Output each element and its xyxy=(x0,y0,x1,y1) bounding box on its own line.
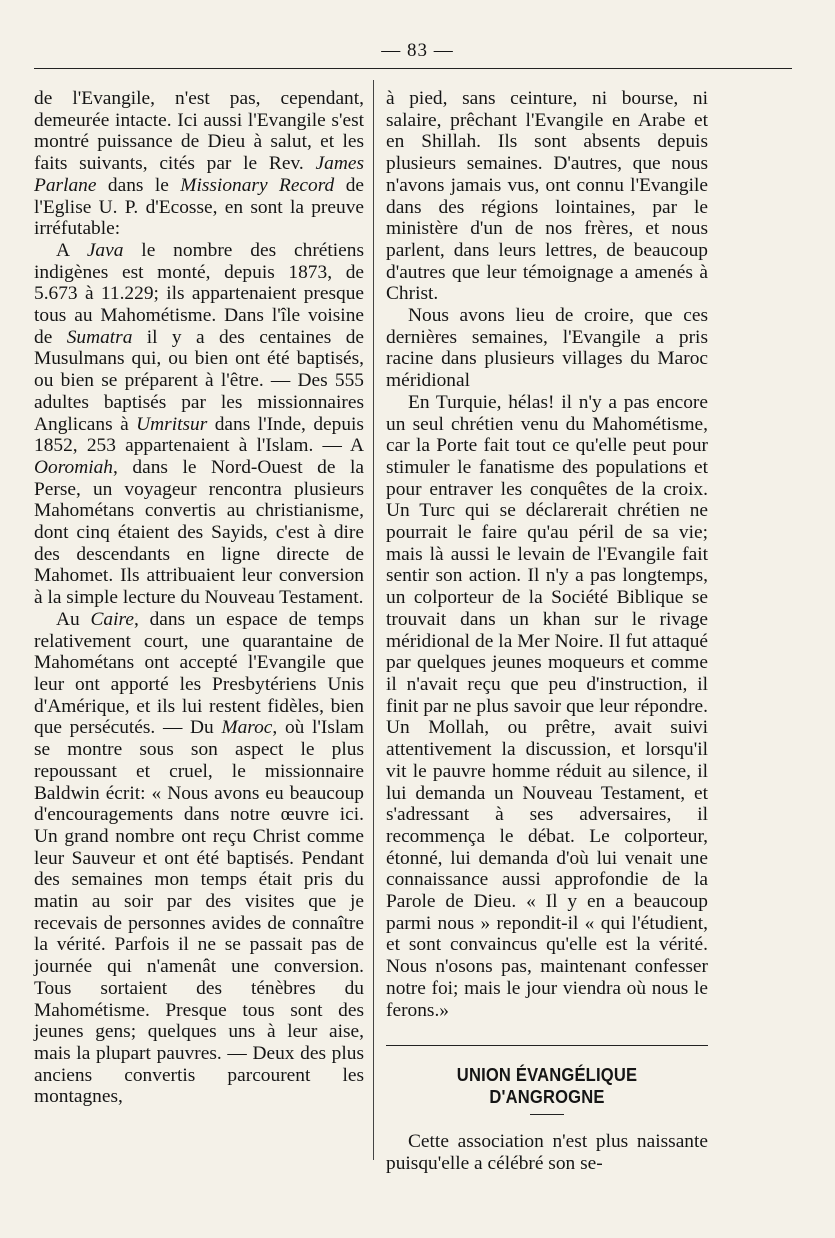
text-segment: Caire xyxy=(90,608,134,630)
text-segment: dans l'Inde, depuis 1852, 253 appartenaient à l'Islam. — A xyxy=(34,413,364,457)
section-rule xyxy=(386,1045,708,1046)
header-rule xyxy=(34,68,792,69)
text-segment: Cette association n'est plus naissante puisqu'elle a célébré son se- xyxy=(386,1131,708,1174)
text-segment: Au xyxy=(56,608,91,630)
text-segment: Maroc xyxy=(221,717,273,739)
text-segment: de l'Eglise U. P. d'Ecosse, en sont la preuve irréfutable: xyxy=(34,174,364,240)
text-segment: James Parlane xyxy=(34,153,364,196)
text-segment: Missionary Record xyxy=(180,174,335,196)
text-segment: , où l'Islam se montre sous son aspect le plus repoussant et cruel, le missionnaire Baldwin écrit: « Nous avons eu beaucoup d'encouragements dans notre œuvre ici. Un grand nombre ont reçu Christ comme leur Sauveur et ont été baptisés. Pendant des semaines mon temps était pris du matin au soir par des visites que je recevais de personnes avides de connaître la vérité. Parfois il ne se passait pas de journée qui n'amenât une conversion. Tous sortaient des ténèbres du Mahométisme. Presque tous sont des jeunes gens; quelques uns à leur aise, mais la plupart pauvres. — Deux des plus anciens convertis parcourent les montagnes, xyxy=(34,717,364,1108)
text-segment: le nombre des chrétiens indigènes est monté, depuis 1873, de 5.673 à 11.229; ils appartenaient presque tous au Mahométisme. Dans l'île voisine de xyxy=(34,239,364,348)
text-segment: il y a des centaines de Musulmans qui, ou bien ont été baptisés, ou bien se préparent à l'être. — Des 555 adultes baptisés par les missionnaires Anglicans à xyxy=(34,326,365,435)
page-number: — 83 — xyxy=(381,40,454,61)
text-segment: En Turquie, hélas! il n'y a pas encore un seul chrétien venu du Mahométisme, car la Porte fait tout ce qu'elle peut pour stimuler le fanatisme des populations et pour entraver les conquêtes de la croix. Un Turc qui se déclarerait chrétien ne pourrait le faire qu'au péril de sa vie; mais là aussi le levain de l'Evangile fait sentir son action. Il n'y a pas longtemps, un colporteur de la Société Biblique se trouvait dans un khan sur le rivage méridional de la Mer Noire. Il fut attaqué par quelques jeunes moqueurs et comme il n'avait reçu que peu d'instruction, il finit par ne plus savoir que leur répondre. Un Mollah, ou prêtre, avait suivi attentivement la discussion, et lorsqu'il vit le pauvre homme réduit au silence, il lui demanda un Nouveau Testament, et s'adressant à ses adversaires, il recommença le débat. Le colporteur, étonné, lui demanda d'où lui venait une connaissance aussi approfondie de la Parole de Dieu. « Il y en a beaucoup parmi nous » repondit-il « qui l'étudient, et sont convaincus qu'elle est la vérité. Nous n'osons pas, maintenant confesser notre foi; mais le jour viendra où nous le ferons.» xyxy=(386,391,708,1021)
paragraph xyxy=(34,88,364,240)
paragraph xyxy=(386,392,708,1021)
section-heading: UNION ÉVANGÉLIQUE D'ANGROGNE xyxy=(456,1065,638,1108)
paragraph xyxy=(34,609,364,1108)
paragraph xyxy=(386,305,708,392)
text-segment: de l'Evangile, n'est pas, cependant, demeurée intacte. Ici aussi l'Evangile s'est montré puissance de Dieu à salut, et les faits suivants, cités par le Rev. xyxy=(34,88,364,175)
column-divider xyxy=(373,80,374,1160)
left-column xyxy=(34,88,364,1108)
text-segment: Umritsur xyxy=(136,413,208,435)
text-segment: Nous avons lieu de croire, que ces dernières semaines, l'Evangile a pris racine dans plusieurs villages du Maroc méridional xyxy=(386,305,708,392)
text-segment: dans le xyxy=(96,174,181,196)
text-segment: Sumatra xyxy=(66,326,133,348)
heading-ornament xyxy=(530,1114,564,1115)
paragraph xyxy=(386,88,708,305)
text-segment: Ooromiah xyxy=(34,456,114,478)
text-segment: Java xyxy=(86,239,124,261)
right-column xyxy=(386,88,708,1175)
paragraph xyxy=(386,1131,708,1174)
paragraph xyxy=(34,240,364,609)
text-segment: , dans le Nord-Ouest de la Perse, un voyageur rencontra plusieurs Mahométans convertis au christianisme, dont cinq étaient des Sayids, c'est à dire des descendants en ligne directe de Mahomet. Ils attribuaient leur conversion à la simple lecture du Nouveau Testament. xyxy=(34,456,364,609)
text-segment: à pied, sans ceinture, ni bourse, ni salaire, prêchant l'Evangile en Arabe et en Shillah. Ils sont absents depuis plusieurs semaines. D'autres, que nous n'avons jamais vus, ont connu l'Evangile dans des régions lointaines, par le ministère d'un de nos frères, et nous parlent, dans leurs lettres, de beaucoup d'autres que leur témoignage a amenés à Christ. xyxy=(386,88,708,305)
text-segment: A xyxy=(56,239,87,261)
text-segment: , dans un espace de temps relativement court, une quarantaine de Mahométans ont accepté l'Evangile que leur ont apporté les Presbytériens Unis d'Amérique, et ils lui restent fidèles, bien que persécutés. — Du xyxy=(34,608,364,739)
